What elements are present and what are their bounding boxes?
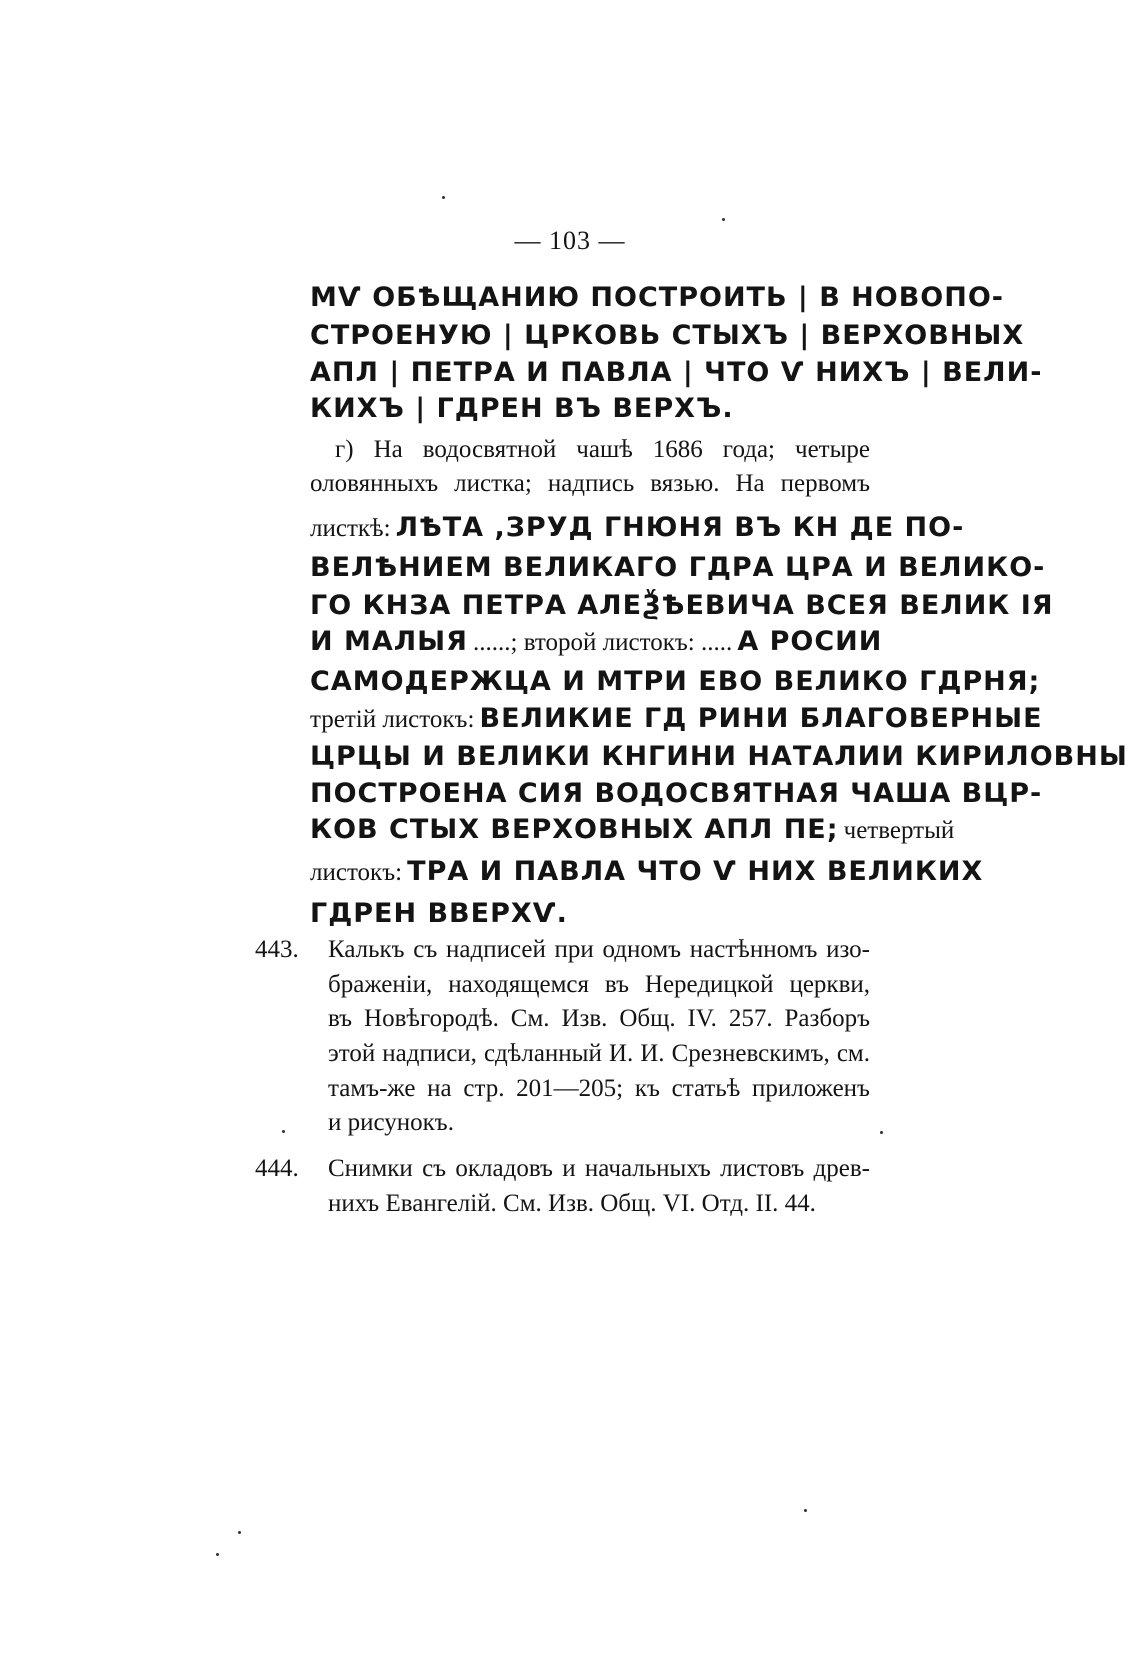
mixed-line (310, 512, 965, 543)
scan-speck (804, 1509, 807, 1512)
leaf-label: ......; второй листокъ: ..... (473, 629, 733, 656)
inscription-line: СТРОЕНУЮ | ЦРКОВЬ СТЫХЪ | ВЕРХОВНЫХ (310, 320, 1025, 351)
entry-number: 444. (255, 1155, 299, 1182)
inscription-line: ГДРЕН ВВЕРХѴ. (310, 898, 568, 929)
scan-speck (238, 1531, 241, 1534)
inscription-line: ЦРЦЫ И ВЕЛИКИ КНГИНИ НАТАЛИИ КИРИЛОВНЫ (310, 741, 1128, 772)
inscription-line: ВЕЛѢНИЕМ ВЕЛИКАГО ГДРА ЦРА И ВЕЛИКО- (310, 552, 1046, 583)
scan-speck (282, 1130, 285, 1133)
leaf-label: третій листокъ: (310, 706, 475, 733)
mixed-line (310, 814, 955, 845)
entry-number: 443. (255, 936, 299, 963)
scan-speck (880, 1131, 883, 1134)
entry-line: и рисунокъ. (328, 1109, 454, 1136)
inscription-line: АПЛ | ПЕТРА И ПАВЛА | ЧТО Ѵ НИХЪ | ВЕЛИ- (310, 357, 1043, 388)
inscription-line: ПОСТРОЕНА СИЯ ВОДОСВЯТНАЯ ЧАША ВЦР- (310, 778, 1043, 809)
slavonic-text: ВЕЛИКИЕ ГД РИНИ БЛАГОВЕРНЫЕ (479, 703, 1043, 734)
inscription-line: ГО КНЗА ПЕТРА АЛЕѮѢЕВИЧА ВСЕЯ ВЕЛИК ІЯ (310, 590, 1054, 621)
inscription-line: МѴ ОБѢЩАНИЮ ПОСТРОИТЬ | В НОВОПО- (310, 282, 1005, 313)
scan-speck (722, 218, 725, 221)
scan-speck (216, 1553, 219, 1556)
entry-line: этой надписи, сдѣланный И. И. Срезневскимъ, см. (328, 1040, 870, 1067)
entry-line: тамъ-же на стр. 201—205; къ статьѣ приложенъ (328, 1075, 870, 1102)
slavonic-text: И МАЛЫЯ (310, 626, 468, 657)
slavonic-text: А РОСИИ (737, 626, 883, 657)
mixed-line (310, 703, 1043, 734)
scan-speck (442, 196, 445, 199)
entry-line: Снимки съ окладовъ и начальныхъ листовъ древ- (328, 1155, 870, 1182)
leaf-label: листкѣ: (310, 515, 391, 542)
slavonic-text: ЛѢТА ,ЗРУД ГНЮНЯ ВЪ КН ДЕ ПО- (395, 512, 965, 543)
entry-line: браженіи, находящемся въ Нередицкой церкви, (328, 971, 870, 998)
slavonic-text: ТРА И ПАВЛА ЧТО Ѵ НИХ ВЕЛИКИХ (407, 856, 984, 887)
page-number: — 103 — (514, 226, 626, 255)
paragraph-line: оловянныхъ листка; надпись вязью. На первомъ (310, 470, 870, 497)
entry-line: въ Новѣгородѣ. См. Изв. Общ. IV. 257. Разборъ (328, 1005, 870, 1032)
leaf-label: четвертый (843, 817, 955, 844)
entry-line: нихъ Евангелій. См. Изв. Общ. VI. Отд. II. 44. (328, 1190, 816, 1217)
paragraph-line: г) На водосвятной чашѣ 1686 года; четыре (335, 436, 870, 463)
entry-line: Калькъ съ надписей при одномъ настѣнномъ изо- (328, 936, 870, 963)
inscription-line: КИХЪ | ГДРЕН ВЪ ВЕРХЪ. (310, 393, 734, 424)
slavonic-text: КОВ СТЫХ ВЕРХОВНЫХ АПЛ ПЕ; (310, 814, 839, 845)
leaf-label: листокъ: (310, 859, 403, 886)
inscription-line: САМОДЕРЖЦА И МТРИ ЕВО ВЕЛИКО ГДРНЯ; (310, 666, 1041, 697)
mixed-line (310, 626, 883, 657)
mixed-line (310, 856, 984, 887)
